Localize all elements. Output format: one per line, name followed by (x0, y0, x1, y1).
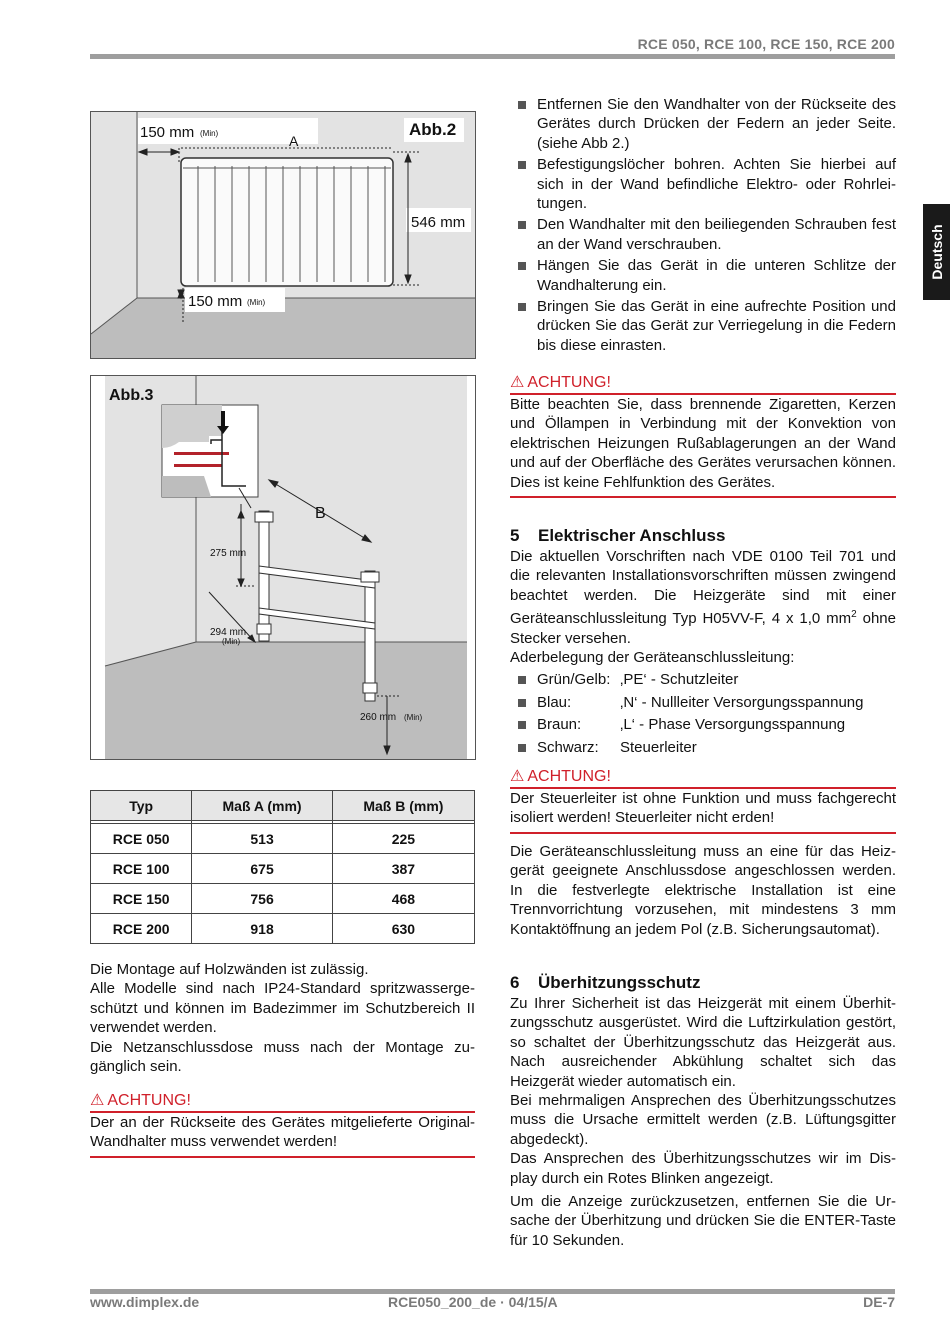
list-item: Entfernen Sie den Wandhalter von der Rückseite des Gerätes durch Drücken der Federn an jeder Seite. (siehe Abb 2.) (510, 95, 896, 153)
list-item: Befestigungslöcher bohren. Achten Sie hierbei auf sich in der Wand befindliche Elektro- oder Rohrleitungen. (510, 155, 896, 213)
list-item: Den Wandhalter mit den beiliegenden Schrauben fest an der Wand verschrauben. (510, 215, 896, 254)
right-bullets-block (510, 95, 896, 357)
list-item: Grün/Gelb: ‚PE‘ - Schutzleiter (510, 670, 896, 689)
abb3-dim-294: 294 mm (210, 627, 247, 638)
warning-rule (510, 832, 896, 834)
footer-website: www.dimplex.de (90, 1294, 200, 1310)
warning-icon: ⚠ (510, 768, 525, 785)
language-tab-label: Deutsch (928, 224, 945, 280)
connection-paragraph (510, 842, 896, 939)
abb2-dim-left-min: (Min) (200, 129, 219, 138)
paragraph: Aderbelegung der Geräteanschlussleitung: (510, 649, 795, 667)
figure-abb3-drawing (91, 376, 475, 759)
table-cell: 468 (332, 884, 474, 914)
abb2-dim-left: 150 mm (140, 124, 195, 141)
section-6 (510, 972, 896, 1250)
warning-text: Der Steuerleiter ist ohne Funktion und muss fachgerecht isoliert werden! Steuerleiter nicht erden! (510, 790, 896, 827)
footer-page-number: DE-7 (863, 1294, 895, 1310)
abb2-dim-height: 546 mm (411, 214, 466, 231)
warning-icon: ⚠ (510, 374, 525, 391)
paragraph: Die Geräteanschlussleitung muss an eine für das Heizgerät geeignete Anschlussdose angeschlossen werden. In die festverlegte elektrische Installation ist eine Trennvorrichtung vorzusehen, mit mindestens 3 mm Kontaktöffnung an jedem Pol (z.B. Sicherungsautomat). (510, 843, 896, 938)
figure-abb3 (90, 375, 476, 760)
abb3-dim-260: 260 mm (360, 712, 397, 723)
table-cell: RCE 200 (91, 914, 192, 944)
list-item: Schwarz: Steuerleiter (510, 738, 896, 757)
abb3-dim-294-min: (Min) (222, 637, 241, 646)
table-cell: 387 (332, 854, 474, 884)
section-heading: 6 Überhitzungsschutz (510, 973, 701, 992)
abb3-dim-260-min: (Min) (404, 713, 423, 722)
paragraph: Um die Anzeige zurückzusetzen, entfernen Sie die Ursache der Überhitzung und drücken Sie die ENTER-Taste für 10 Sekunden. (510, 1193, 896, 1249)
abb2-dim-bottom: 150 mm (188, 293, 243, 310)
table-cell: RCE 100 (91, 854, 192, 884)
table-row (91, 854, 475, 884)
table-cell: RCE 150 (91, 884, 192, 914)
abb2-dim-bottom-min: (Min) (247, 298, 266, 307)
list-item: Bringen Sie das Gerät in eine aufrechte Position und drücken Sie das Gerät zur Verriegelung in die Federn bis diese einrasten. (510, 297, 896, 355)
paragraph: Alle Modelle sind nach IP24-Standard spritzwassergeschützt und können im Badezimmer im Schutzbereich II verwendet werden. (90, 980, 475, 1037)
paragraph: Die Montage auf Holzwänden ist zulässig. (90, 961, 369, 978)
warning-title: ACHTUNG! (107, 1092, 191, 1109)
table-cell: 675 (192, 854, 332, 884)
warning-box-right-2 (510, 767, 896, 834)
paragraph: Die Netzanschlussdose muss nach der Montage zugänglich sein. (90, 1038, 475, 1076)
language-tab (923, 204, 950, 300)
warning-rule (510, 496, 896, 498)
table-row (91, 884, 475, 914)
warning-title: ACHTUNG! (527, 768, 611, 785)
table-header-cell: Maß B (mm) (332, 791, 474, 821)
table-cell: 630 (332, 914, 474, 944)
paragraph: Bei mehrmaligen Ansprechen des Überhitzungsschutzes muss die Ursache ermittelt werden (z.B. Lüftungsgitter abgedeckt). (510, 1092, 896, 1148)
table-row (91, 824, 475, 854)
header-rule (90, 54, 895, 59)
abb3-dim-275: 275 mm (210, 548, 247, 559)
abb2-label: Abb.2 (409, 120, 457, 139)
footer-docref: RCE050_200_de · 04/15/A (388, 1294, 558, 1310)
abb3-dim-b: B (315, 505, 326, 522)
table-row (91, 914, 475, 944)
paragraph: Zu Ihrer Sicherheit ist das Heizgerät mit einem Überhitzungsschutz ausgerüstet. Wird die Luftzirkulation gestört, so schaltet der Überhitzungsschutz das Heizgerät aus. Nach ausreichender Abkühlung schaltet sich das Heizgerät wieder automatisch ein. (510, 995, 896, 1090)
left-text-block (90, 960, 475, 1076)
warning-box-right-1 (510, 373, 896, 498)
warning-rule (90, 1156, 475, 1158)
figure-abb2-drawing (91, 112, 475, 358)
table-cell: 225 (332, 824, 474, 854)
table-header-cell: Maß A (mm) (192, 791, 332, 821)
paragraph: Die aktuellen Vorschriften nach VDE 0100 Teil 701 und die relevanten Installationsvorschriften müssen zwingend beachtet werden. Die Heizgeräte sind mit einer Geräteanschlussleitung Typ H05VV-F, 4 x 1,0 $mm^2$ ohne Stecker versehen. (510, 548, 896, 647)
list-item: Blau: ‚N‘ - Nullleiter Versorgungsspannung (510, 693, 896, 712)
table-cell: 918 (192, 914, 332, 944)
table-cell: 513 (192, 824, 332, 854)
warning-text: Der an der Rückseite des Gerätes mitgelieferte Original-Wandhalter muss verwendet werden! (90, 1114, 475, 1151)
table-header-cell: Typ (91, 791, 192, 821)
table-cell: 756 (192, 884, 332, 914)
dimension-table (90, 790, 475, 944)
page-header-title: RCE 050, RCE 100, RCE 150, RCE 200 (637, 36, 895, 52)
abb2-dim-a: A (289, 133, 299, 149)
list-item: Braun: ‚L‘ - Phase Versorgungsspannung (510, 715, 896, 734)
warning-text: Bitte beachten Sie, dass brennende Zigaretten, Kerzen und Öllampen in Verbindung mit der Konvektion von elektrischen Heizungen Rußablagerungen an der Wand und auf der Oberfläche des Gerätes verursachen können. Dies ist keine Fehlfunktion des Gerätes. (510, 396, 896, 491)
warning-box-left (90, 1091, 475, 1158)
table-header-row (91, 791, 475, 821)
warning-title: ACHTUNG! (527, 374, 611, 391)
warning-icon: ⚠ (90, 1092, 105, 1109)
list-item: Hängen Sie das Gerät in die unteren Schlitze der Wandhalterung ein. (510, 256, 896, 295)
section-heading: 5 Elektrischer Anschluss (510, 526, 726, 545)
abb3-label: Abb.3 (109, 387, 154, 404)
section-5 (510, 525, 896, 760)
figure-abb2 (90, 111, 476, 359)
paragraph: Das Ansprechen des Überhitzungsschutzes wir im Display durch ein Rotes Blinken angezeigt. (510, 1150, 896, 1187)
table-cell: RCE 050 (91, 824, 192, 854)
